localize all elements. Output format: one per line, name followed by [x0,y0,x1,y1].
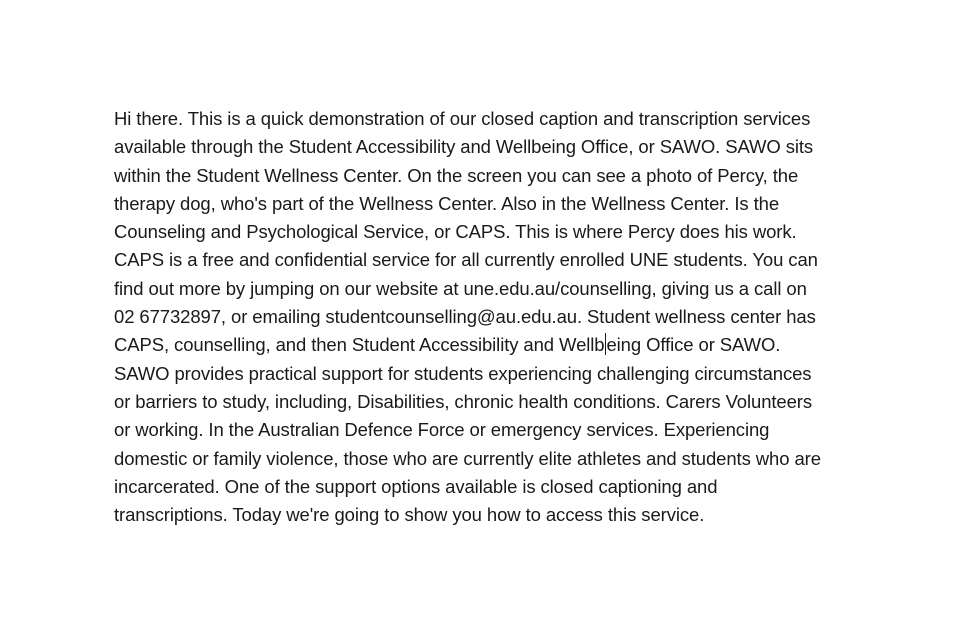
transcript-line-2: available through the Student Accessibility and Wellbeing Office, or SAWO. SAWO sits [114,136,814,158]
transcript-line-8: 02 67732897, or emailing studentcounselling@au.edu.au. Student wellness center has [114,306,816,328]
transcript-line-13: domestic or family violence, those who are currently elite athletes and students who are [114,447,821,469]
transcript-line-14: incarcerated. One of the support options available is closed captioning and [114,475,718,497]
transcript-line-3: within the Student Wellness Center. On the screen you can see a photo of Percy, the [114,164,799,186]
transcript-line-11: or barriers to study, including, Disabilities, chronic health conditions. Carers Volunteers [114,390,813,412]
transcript-line-15: transcriptions. Today we're going to show you how to access this service. [114,504,705,526]
transcript-line-7: find out more by jumping on our website at une.edu.au/counselling, giving us a call on [114,277,807,299]
transcript-line-12: or working. In the Australian Defence Force or emergency services. Experiencing [114,419,770,441]
transcript-line-9-before-caret: CAPS, counselling, and then Student Accessibility and Wellb [114,334,605,356]
transcript-line-6: CAPS is a free and confidential service for all currently enrolled UNE students. You can [114,249,818,271]
transcript-line-9-after-caret: eing Office or SAWO. [606,334,781,356]
transcript-line-9 [114,331,874,359]
transcript-line-1: Hi there. This is a quick demonstration of our closed caption and transcription services [114,108,811,129]
transcript-line-4: therapy dog, who's part of the Wellness Center. Also in the Wellness Center. Is the [114,192,780,214]
transcript-text-area[interactable] [114,105,874,529]
transcript-line-10: SAWO provides practical support for students experiencing challenging circumstances [114,362,812,384]
transcript-line-5: Counseling and Psychological Service, or CAPS. This is where Percy does his work. [114,221,797,243]
